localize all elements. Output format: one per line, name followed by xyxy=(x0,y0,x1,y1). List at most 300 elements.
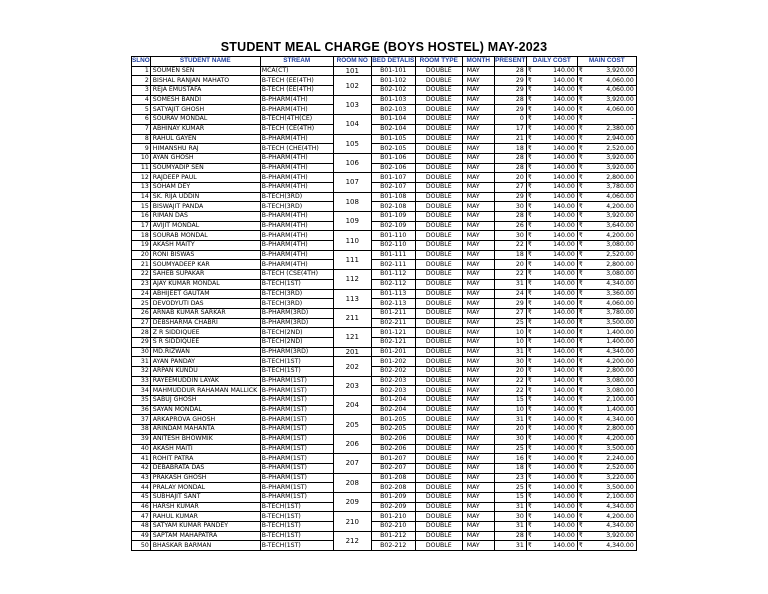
present-cell: 31 xyxy=(494,415,526,425)
daily-cost-value: 140.00 xyxy=(553,280,575,288)
rupee-symbol: ₹ xyxy=(527,435,532,443)
main-cost-value: 2,240.00 xyxy=(606,454,634,462)
daily-cost-cell xyxy=(526,66,577,76)
main-cost-value: 4,060.00 xyxy=(606,105,634,113)
present-cell: 0 xyxy=(494,115,526,125)
room-type-cell: DOUBLE xyxy=(415,260,462,270)
student-name-cell: DEBABRATA DAS xyxy=(150,463,260,473)
daily-cost-cell xyxy=(526,376,577,386)
rupee-symbol: ₹ xyxy=(578,309,583,317)
present-cell: 31 xyxy=(494,502,526,512)
daily-cost-value: 140.00 xyxy=(553,241,575,249)
table-row xyxy=(132,182,637,192)
main-cost-cell xyxy=(577,115,636,125)
room-no-cell: 205 xyxy=(333,415,371,434)
bed-details-cell: B02-107 xyxy=(371,182,415,192)
present-cell: 15 xyxy=(494,396,526,406)
bed-details-cell: B01-212 xyxy=(371,531,415,541)
table-row xyxy=(132,337,637,347)
daily-cost-cell xyxy=(526,231,577,241)
main-cost-cell xyxy=(577,376,636,386)
daily-cost-value: 140.00 xyxy=(553,318,575,326)
table-row xyxy=(132,512,637,522)
present-cell: 15 xyxy=(494,492,526,502)
bed-details-cell: B02-113 xyxy=(371,299,415,309)
stream-cell: B-PHARM(4TH) xyxy=(260,95,333,105)
main-cost-value: 3,640.00 xyxy=(606,222,634,230)
slno-cell: 24 xyxy=(132,289,151,299)
student-name-cell: BHASKAR BARMAN xyxy=(150,541,260,551)
main-cost-cell xyxy=(577,105,636,115)
table-row xyxy=(132,318,637,328)
daily-cost-value: 140.00 xyxy=(553,231,575,239)
room-type-cell: DOUBLE xyxy=(415,483,462,493)
present-cell: 22 xyxy=(494,270,526,280)
daily-cost-value: 140.00 xyxy=(553,454,575,462)
room-no-cell: 107 xyxy=(333,173,371,192)
month-cell: MAY xyxy=(462,182,494,192)
bed-details-cell: B01-109 xyxy=(371,212,415,222)
daily-cost-cell xyxy=(526,444,577,454)
main-cost-cell xyxy=(577,386,636,396)
main-cost-cell xyxy=(577,289,636,299)
month-cell: MAY xyxy=(462,124,494,134)
header-room-no: ROOM NO xyxy=(333,57,371,67)
bed-details-cell: B01-207 xyxy=(371,454,415,464)
rupee-symbol: ₹ xyxy=(527,415,532,423)
main-cost-value: 4,340.00 xyxy=(606,541,634,549)
month-cell: MAY xyxy=(462,270,494,280)
rupee-symbol: ₹ xyxy=(578,454,583,462)
main-cost-cell xyxy=(577,95,636,105)
stream-cell: B-PHARM(1ST) xyxy=(260,454,333,464)
slno-cell: 40 xyxy=(132,444,151,454)
stream-cell: B-PHARM(4TH) xyxy=(260,182,333,192)
slno-cell: 8 xyxy=(132,134,151,144)
main-cost-cell xyxy=(577,182,636,192)
room-type-cell: DOUBLE xyxy=(415,153,462,163)
present-cell: 18 xyxy=(494,144,526,154)
stream-cell: B-PHARM(4TH) xyxy=(260,231,333,241)
slno-cell: 18 xyxy=(132,231,151,241)
present-cell: 24 xyxy=(494,289,526,299)
slno-cell: 7 xyxy=(132,124,151,134)
stream-cell: B-PHARM(1ST) xyxy=(260,425,333,435)
table-row xyxy=(132,115,637,125)
table-row xyxy=(132,308,637,318)
month-cell: MAY xyxy=(462,105,494,115)
stream-cell: B-TECH(3RD) xyxy=(260,299,333,309)
daily-cost-value: 140.00 xyxy=(553,415,575,423)
month-cell: MAY xyxy=(462,76,494,86)
room-type-cell: DOUBLE xyxy=(415,192,462,202)
student-name-cell: SAPTAM MAHAPATRA xyxy=(150,531,260,541)
month-cell: MAY xyxy=(462,454,494,464)
daily-cost-value: 140.00 xyxy=(553,76,575,84)
present-cell: 28 xyxy=(494,531,526,541)
room-no-cell: 207 xyxy=(333,454,371,473)
student-name-cell: BISWAJIT PANDA xyxy=(150,202,260,212)
room-no-cell: 121 xyxy=(333,328,371,347)
room-type-cell: DOUBLE xyxy=(415,299,462,309)
student-name-cell: AVIJIT MONDAL xyxy=(150,221,260,231)
rupee-symbol: ₹ xyxy=(527,105,532,113)
rupee-symbol: ₹ xyxy=(527,222,532,230)
rupee-symbol: ₹ xyxy=(527,522,532,530)
room-type-cell: DOUBLE xyxy=(415,434,462,444)
bed-details-cell: B02-212 xyxy=(371,541,415,551)
student-name-cell: ABHINAY KUMAR xyxy=(150,124,260,134)
daily-cost-cell xyxy=(526,289,577,299)
rupee-symbol: ₹ xyxy=(527,425,532,433)
stream-cell: B-TECH(1ST) xyxy=(260,502,333,512)
main-cost-cell xyxy=(577,270,636,280)
rupee-symbol: ₹ xyxy=(578,396,583,404)
header-room-type: ROOM TYPE xyxy=(415,57,462,67)
rupee-symbol: ₹ xyxy=(578,67,583,75)
rupee-symbol: ₹ xyxy=(578,260,583,268)
daily-cost-cell xyxy=(526,502,577,512)
rupee-symbol: ₹ xyxy=(527,483,532,491)
slno-cell: 11 xyxy=(132,163,151,173)
room-no-cell: 206 xyxy=(333,434,371,453)
main-cost-value: 2,940.00 xyxy=(606,134,634,142)
present-cell: 30 xyxy=(494,202,526,212)
rupee-symbol: ₹ xyxy=(527,464,532,472)
rupee-symbol: ₹ xyxy=(578,541,583,549)
rupee-symbol: ₹ xyxy=(527,173,532,181)
rupee-symbol: ₹ xyxy=(578,289,583,297)
daily-cost-cell xyxy=(526,512,577,522)
stream-cell: B-TECH(1ST) xyxy=(260,541,333,551)
main-cost-value: 3,500.00 xyxy=(606,483,634,491)
student-name-cell: SOURAV MONDAL xyxy=(150,115,260,125)
bed-details-cell: B02-121 xyxy=(371,337,415,347)
bed-details-cell: B02-102 xyxy=(371,86,415,96)
bed-details-cell: B02-206 xyxy=(371,444,415,454)
student-name-cell: ARNAB KUMAR SARKAR xyxy=(150,308,260,318)
slno-cell: 1 xyxy=(132,66,151,76)
rupee-symbol: ₹ xyxy=(578,222,583,230)
rupee-symbol: ₹ xyxy=(527,96,532,104)
room-no-cell: 104 xyxy=(333,115,371,134)
daily-cost-cell xyxy=(526,115,577,125)
daily-cost-value: 140.00 xyxy=(553,367,575,375)
rupee-symbol: ₹ xyxy=(578,76,583,84)
main-cost-cell xyxy=(577,231,636,241)
daily-cost-cell xyxy=(526,76,577,86)
table-row xyxy=(132,95,637,105)
main-cost-cell xyxy=(577,328,636,338)
student-name-cell: MAHMUDDUR RAHAMAN MALLICK xyxy=(150,386,260,396)
present-cell: 28 xyxy=(494,95,526,105)
main-cost-value: 3,920.00 xyxy=(606,212,634,220)
main-cost-value: 4,060.00 xyxy=(606,76,634,84)
table-row xyxy=(132,415,637,425)
rupee-symbol: ₹ xyxy=(578,134,583,142)
room-type-cell: DOUBLE xyxy=(415,531,462,541)
stream-cell: B-PHARM(1ST) xyxy=(260,396,333,406)
main-cost-cell xyxy=(577,260,636,270)
table-row xyxy=(132,192,637,202)
slno-cell: 4 xyxy=(132,95,151,105)
main-cost-cell xyxy=(577,541,636,551)
student-name-cell: SATYAJIT GHOSH xyxy=(150,105,260,115)
room-type-cell: DOUBLE xyxy=(415,279,462,289)
present-cell: 30 xyxy=(494,357,526,367)
bed-details-cell: B01-112 xyxy=(371,270,415,280)
main-cost-cell xyxy=(577,415,636,425)
room-type-cell: DOUBLE xyxy=(415,173,462,183)
student-name-cell: REJA EMUSTAFA xyxy=(150,86,260,96)
slno-cell: 41 xyxy=(132,454,151,464)
bed-details-cell: B02-202 xyxy=(371,367,415,377)
daily-cost-cell xyxy=(526,415,577,425)
present-cell: 31 xyxy=(494,347,526,357)
main-cost-cell xyxy=(577,473,636,483)
month-cell: MAY xyxy=(462,531,494,541)
main-cost-value: 2,520.00 xyxy=(606,251,634,259)
rupee-symbol: ₹ xyxy=(578,212,583,220)
slno-cell: 15 xyxy=(132,202,151,212)
month-cell: MAY xyxy=(462,541,494,551)
rupee-symbol: ₹ xyxy=(527,367,532,375)
daily-cost-cell xyxy=(526,299,577,309)
stream-cell: B-PHARM(3RD) xyxy=(260,347,333,357)
rupee-symbol: ₹ xyxy=(527,134,532,142)
table-row xyxy=(132,454,637,464)
daily-cost-value: 140.00 xyxy=(553,444,575,452)
bed-details-cell: B02-104 xyxy=(371,124,415,134)
daily-cost-cell xyxy=(526,483,577,493)
daily-cost-value: 140.00 xyxy=(553,125,575,133)
stream-cell: B-TECH(3RD) xyxy=(260,202,333,212)
room-no-cell: 109 xyxy=(333,212,371,231)
room-type-cell: DOUBLE xyxy=(415,221,462,231)
bed-details-cell: B01-201 xyxy=(371,347,415,357)
table-row xyxy=(132,124,637,134)
rupee-symbol: ₹ xyxy=(578,183,583,191)
month-cell: MAY xyxy=(462,444,494,454)
rupee-symbol: ₹ xyxy=(527,202,532,210)
daily-cost-cell xyxy=(526,279,577,289)
bed-details-cell: B02-108 xyxy=(371,202,415,212)
room-type-cell: DOUBLE xyxy=(415,376,462,386)
main-cost-value: 3,080.00 xyxy=(606,241,634,249)
present-cell: 18 xyxy=(494,250,526,260)
table-row xyxy=(132,144,637,154)
daily-cost-cell xyxy=(526,463,577,473)
daily-cost-value: 140.00 xyxy=(553,270,575,278)
student-name-cell: AKASH MAITY xyxy=(150,241,260,251)
table-row xyxy=(132,444,637,454)
slno-cell: 48 xyxy=(132,522,151,532)
stream-cell: B-PHARM(4TH) xyxy=(260,134,333,144)
slno-cell: 44 xyxy=(132,483,151,493)
room-type-cell: DOUBLE xyxy=(415,95,462,105)
main-cost-value: 4,340.00 xyxy=(606,522,634,530)
stream-cell: B-PHARM(4TH) xyxy=(260,241,333,251)
room-no-cell: 204 xyxy=(333,396,371,415)
month-cell: MAY xyxy=(462,434,494,444)
student-name-cell: RIMAN DAS xyxy=(150,212,260,222)
daily-cost-cell xyxy=(526,163,577,173)
rupee-symbol: ₹ xyxy=(578,280,583,288)
rupee-symbol: ₹ xyxy=(578,163,583,171)
bed-details-cell: B01-103 xyxy=(371,95,415,105)
main-cost-cell xyxy=(577,163,636,173)
daily-cost-cell xyxy=(526,182,577,192)
stream-cell: B-TECH(2ND) xyxy=(260,337,333,347)
table-row xyxy=(132,522,637,532)
daily-cost-value: 140.00 xyxy=(553,377,575,385)
table-row xyxy=(132,241,637,251)
daily-cost-value: 140.00 xyxy=(553,347,575,355)
main-cost-cell xyxy=(577,212,636,222)
bed-details-cell: B01-208 xyxy=(371,473,415,483)
student-name-cell: ARKAPROVA GHOSH xyxy=(150,415,260,425)
sheet-title: STUDENT MEAL CHARGE (BOYS HOSTEL) MAY-2023 xyxy=(220,40,548,54)
main-cost-value: 1,400.00 xyxy=(606,406,634,414)
main-cost-value: 2,380.00 xyxy=(606,125,634,133)
slno-cell: 36 xyxy=(132,405,151,415)
main-cost-cell xyxy=(577,279,636,289)
bed-details-cell: B01-102 xyxy=(371,76,415,86)
slno-cell: 46 xyxy=(132,502,151,512)
stream-cell: B-TECH (CHE(4TH) xyxy=(260,144,333,154)
stream-cell: B-TECH (CSE(4TH) xyxy=(260,270,333,280)
daily-cost-cell xyxy=(526,473,577,483)
main-cost-value: 4,200.00 xyxy=(606,202,634,210)
bed-details-cell: B01-105 xyxy=(371,134,415,144)
main-cost-cell xyxy=(577,66,636,76)
daily-cost-cell xyxy=(526,434,577,444)
daily-cost-value: 140.00 xyxy=(553,212,575,220)
rupee-symbol: ₹ xyxy=(527,444,532,452)
slno-cell: 23 xyxy=(132,279,151,289)
table-row xyxy=(132,531,637,541)
main-cost-cell xyxy=(577,425,636,435)
daily-cost-value: 140.00 xyxy=(553,406,575,414)
main-cost-cell xyxy=(577,463,636,473)
daily-cost-value: 140.00 xyxy=(553,328,575,336)
rupee-symbol: ₹ xyxy=(527,251,532,259)
stream-cell: B-TECH(2ND) xyxy=(260,328,333,338)
room-type-cell: DOUBLE xyxy=(415,182,462,192)
student-name-cell: HARSH KUMAR xyxy=(150,502,260,512)
student-name-cell: SK. RIJA UDDIN xyxy=(150,192,260,202)
present-cell: 29 xyxy=(494,105,526,115)
present-cell: 22 xyxy=(494,376,526,386)
bed-details-cell: B02-204 xyxy=(371,405,415,415)
present-cell: 25 xyxy=(494,318,526,328)
daily-cost-cell xyxy=(526,105,577,115)
daily-cost-cell xyxy=(526,153,577,163)
slno-cell: 39 xyxy=(132,434,151,444)
room-no-cell: 202 xyxy=(333,357,371,376)
room-type-cell: DOUBLE xyxy=(415,347,462,357)
table-row xyxy=(132,367,637,377)
room-no-cell: 208 xyxy=(333,473,371,492)
daily-cost-value: 140.00 xyxy=(553,134,575,142)
table-row xyxy=(132,260,637,270)
rupee-symbol: ₹ xyxy=(578,270,583,278)
rupee-symbol: ₹ xyxy=(578,532,583,540)
present-cell: 18 xyxy=(494,463,526,473)
rupee-symbol: ₹ xyxy=(578,96,583,104)
present-cell: 23 xyxy=(494,473,526,483)
room-type-cell: DOUBLE xyxy=(415,463,462,473)
present-cell: 29 xyxy=(494,192,526,202)
stream-cell: B-TECH (EE(4TH) xyxy=(260,76,333,86)
bed-details-cell: B02-208 xyxy=(371,483,415,493)
room-type-cell: DOUBLE xyxy=(415,163,462,173)
slno-cell: 37 xyxy=(132,415,151,425)
room-type-cell: DOUBLE xyxy=(415,144,462,154)
month-cell: MAY xyxy=(462,376,494,386)
main-cost-value: 2,800.00 xyxy=(606,173,634,181)
student-name-cell: ABHIJEET GAUTAM xyxy=(150,289,260,299)
bed-details-cell: B01-113 xyxy=(371,289,415,299)
rupee-symbol: ₹ xyxy=(527,493,532,501)
daily-cost-value: 140.00 xyxy=(553,473,575,481)
main-cost-cell xyxy=(577,434,636,444)
room-type-cell: DOUBLE xyxy=(415,124,462,134)
month-cell: MAY xyxy=(462,95,494,105)
main-cost-value: 3,920.00 xyxy=(606,96,634,104)
daily-cost-value: 140.00 xyxy=(553,144,575,152)
present-cell: 10 xyxy=(494,405,526,415)
month-cell: MAY xyxy=(462,308,494,318)
main-cost-cell xyxy=(577,221,636,231)
table-row xyxy=(132,347,637,357)
daily-cost-value: 140.00 xyxy=(553,260,575,268)
rupee-symbol: ₹ xyxy=(527,192,532,200)
main-cost-cell xyxy=(577,192,636,202)
slno-cell: 19 xyxy=(132,241,151,251)
rupee-symbol: ₹ xyxy=(578,202,583,210)
main-cost-cell xyxy=(577,444,636,454)
main-cost-cell xyxy=(577,492,636,502)
slno-cell: 20 xyxy=(132,250,151,260)
table-row xyxy=(132,425,637,435)
rupee-symbol: ₹ xyxy=(527,396,532,404)
rupee-symbol: ₹ xyxy=(527,115,532,123)
main-cost-cell xyxy=(577,483,636,493)
room-type-cell: DOUBLE xyxy=(415,337,462,347)
rupee-symbol: ₹ xyxy=(578,512,583,520)
student-name-cell: SOMESH BANDI xyxy=(150,95,260,105)
slno-cell: 32 xyxy=(132,367,151,377)
daily-cost-cell xyxy=(526,425,577,435)
room-no-cell: 101 xyxy=(333,66,371,76)
room-no-cell: 108 xyxy=(333,192,371,211)
slno-cell: 22 xyxy=(132,270,151,280)
main-cost-cell xyxy=(577,454,636,464)
stream-cell: B-TECH(3RD) xyxy=(260,192,333,202)
stream-cell: MCA(CT) xyxy=(260,66,333,76)
main-cost-value: 3,500.00 xyxy=(606,318,634,326)
bed-details-cell: B02-206 xyxy=(371,434,415,444)
rupee-symbol: ₹ xyxy=(578,192,583,200)
rupee-symbol: ₹ xyxy=(527,183,532,191)
stream-cell: B-TECH (CE(4TH) xyxy=(260,124,333,134)
daily-cost-cell xyxy=(526,454,577,464)
rupee-symbol: ₹ xyxy=(578,473,583,481)
main-cost-value: 3,920.00 xyxy=(606,163,634,171)
main-cost-cell xyxy=(577,153,636,163)
rupee-symbol: ₹ xyxy=(578,502,583,510)
